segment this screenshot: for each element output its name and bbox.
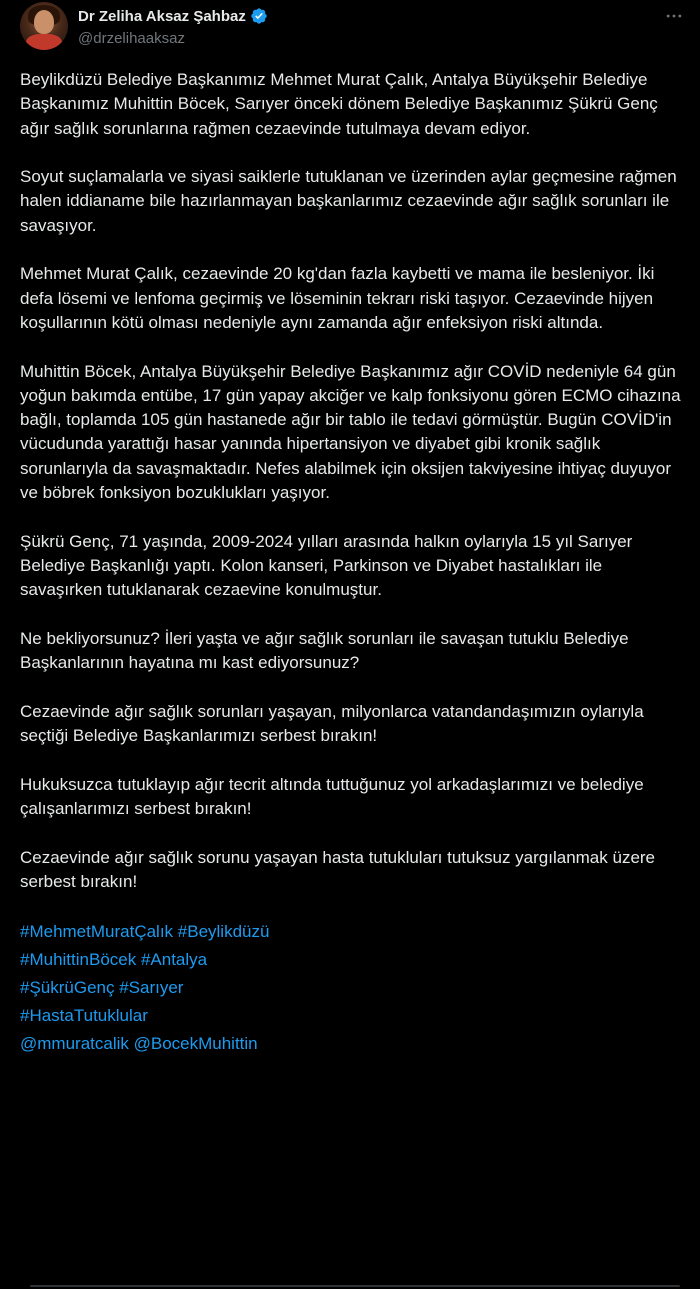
hashtags-mentions: [20, 918, 685, 1058]
more-options-icon[interactable]: [664, 6, 684, 26]
verified-badge-icon: [250, 7, 268, 25]
display-name-row: [78, 6, 268, 26]
tweet-text: [20, 68, 685, 1058]
author-handle[interactable]: @drzelihaaksaz: [78, 30, 185, 47]
tweet-paragraph: Mehmet Murat Çalık, cezaevinde 20 kg'dan fazla kaybetti ve mama ile besleniyor. İki defa lösemi ve lenfoma geçirmiş ve löseminin tekrarı riski taşıyor. Cezaevinde hijyen koşullarının kötü olması nedeniyle aynı zamanda ağır enfeksiyon riski altında.: [20, 264, 655, 332]
avatar-face: [34, 10, 54, 34]
tweet-paragraph: Hukuksuzca tutuklayıp ağır tecrit altında tuttuğunuz yol arkadaşlarımızı ve belediye çalışanlarımızı serbest bırakın!: [20, 774, 644, 818]
tweet-paragraph: Şükrü Genç, 71 yaşında, 2009-2024 yılları arasında halkın oylarıyla 15 yıl Sarıyer Belediye Başkanlığı yaptı. Kolon kanseri, Parkinson ve Diyabet hastalıkları ile savaşırken tutuklanarak cezaevine konulmuştur.: [20, 531, 633, 600]
tweet-paragraph: Soyut suçlamalarla ve siyasi saiklerle tutuklanan ve üzerinden aylar geçmesine rağmen halen iddianame bile hazırlanmayan başkanlarımız cezaevinde ağır sağlık sorunları ile savaşıyor.: [20, 167, 677, 235]
tweet-paragraph: Muhittin Böcek, Antalya Büyükşehir Belediye Başkanımız ağır COVİD nedeniyle 64 gün yoğun bakımda entübe, 17 gün yapay akciğer ve kalp fonksiyonu gören ECMO cihazına bağlı, toplamda 105 gün hastanede ağır bir tablo ile tedavi görmüştür. Bugün COVİD'in vücudunda yarattığı hasar yanında hipertansiyon ve diyabet gibi kronik sağlık sorunlarıyla da savaşmaktadır. Nefes alabilmek için oksijen takviyesine ihtiyaç duyuyor ve böbrek fonksiyon bozuklukları yaşıyor.: [20, 361, 681, 503]
tweet-header: [20, 2, 688, 52]
hashtag-line[interactable]: #MehmetMuratÇalık #Beylikdüzü: [20, 922, 270, 942]
avatar-shirt: [26, 34, 62, 50]
mention-line[interactable]: @mmuratcalik @BocekMuhittin: [20, 1034, 258, 1054]
tweet-paragraph: Cezaevinde ağır sağlık sorunları yaşayan, milyonlarca vatandandaşımızın oylarıyla seçtiği Belediye Başkanlarımızı serbest bırakın!: [20, 701, 644, 746]
hashtag-line[interactable]: #MuhittinBöcek #Antalya: [20, 950, 208, 970]
tweet-paragraph: Beylikdüzü Belediye Başkanımız Mehmet Murat Çalık, Antalya Büyükşehir Belediye Başkanımız Muhittin Böcek, Sarıyer önceki dönem Belediye Başkanımız Şükrü Genç ağır sağlık sorunlarına rağmen cezaevinde tutulmaya devam ediyor.: [20, 70, 658, 138]
avatar[interactable]: [20, 2, 68, 50]
hashtag-line[interactable]: #ŞükrüGenç #Sarıyer: [20, 978, 184, 998]
tweet-paragraph: Cezaevinde ağır sağlık sorunu yaşayan hasta tutukluları tutuksuz yargılanmak üzere serbest bırakın!: [20, 847, 656, 891]
tweet-paragraph: Ne bekliyorsunuz? İleri yaşta ve ağır sağlık sorunları ile savaşan tutuklu Belediye Başkanlarının hayatına mı kast ediyorsunuz?: [20, 628, 629, 673]
bottom-divider: [30, 1285, 680, 1287]
author-display-name[interactable]: Dr Zeliha Aksaz Şahbaz: [78, 7, 246, 25]
author-info: [78, 6, 268, 47]
hashtag-line[interactable]: #HastaTutuklular: [20, 1006, 148, 1026]
